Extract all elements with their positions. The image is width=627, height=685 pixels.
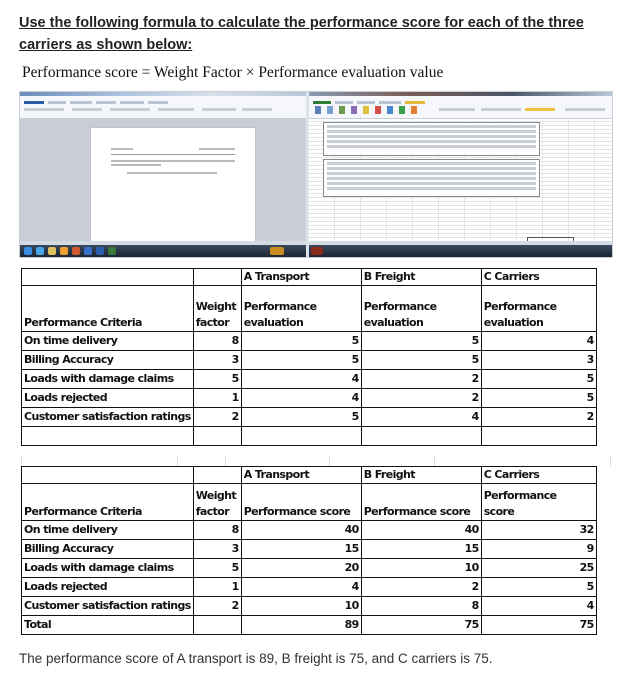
carrier-header-row: [22, 269, 597, 286]
table-row: [22, 521, 597, 540]
b-value-cell: 5: [361, 332, 481, 351]
document-page-thumbnail: [90, 127, 256, 247]
a-value-cell: 4: [241, 389, 361, 408]
b-score-cell: 2: [361, 578, 481, 597]
a-score-cell: 10: [241, 597, 361, 616]
carrier-b-header: B Freight: [361, 269, 481, 286]
table-row: [22, 408, 597, 427]
c-value-cell: 4: [481, 332, 596, 351]
criteria-cell: Loads with damage claims: [22, 370, 194, 389]
conclusion-text: The performance score of A transport is 89, B freight is 75, and C carriers is 75.: [19, 651, 493, 666]
c-value-cell: 5: [481, 389, 596, 408]
weight-cell: 2: [193, 408, 241, 427]
b-evaluation-header: Performance evaluation: [361, 286, 481, 332]
table-row: [22, 370, 597, 389]
empty-header-cell: [193, 269, 241, 286]
empty-cell: [193, 427, 241, 446]
empty-cell: [193, 616, 241, 635]
weight-cell: 3: [193, 540, 241, 559]
weight-header: Weight factor: [193, 484, 241, 521]
embedded-screenshot: [19, 91, 613, 258]
formula-text: Performance score = Weight Factor × Performance evaluation value: [22, 64, 444, 81]
c-score-header: Performance score: [481, 484, 596, 521]
column-header-row: [22, 484, 597, 521]
table-row: [22, 351, 597, 370]
total-row: [22, 616, 597, 635]
empty-cell: [22, 427, 194, 446]
b-score-cell: 40: [361, 521, 481, 540]
instructions-heading: Use the following formula to calculate the performance score for each of the three carriers as shown below:: [19, 15, 584, 53]
c-value-cell: 5: [481, 370, 596, 389]
weight-cell: 1: [193, 389, 241, 408]
c-score-cell: 4: [481, 597, 596, 616]
criteria-cell: On time delivery: [22, 521, 194, 540]
b-score-header: Performance score: [361, 484, 481, 521]
empty-header-cell: [193, 467, 241, 484]
empty-cell: [481, 427, 596, 446]
total-label: Total: [22, 616, 194, 635]
carrier-b-header: B Freight: [361, 467, 481, 484]
word-window-thumbnail: [20, 92, 306, 257]
criteria-cell: On time delivery: [22, 332, 194, 351]
spreadsheet-grid-thumbnail: [309, 119, 612, 245]
c-score-cell: 9: [481, 540, 596, 559]
c-evaluation-header: Performance evaluation: [481, 286, 596, 332]
a-score-cell: 4: [241, 578, 361, 597]
weight-cell: 5: [193, 370, 241, 389]
a-total-cell: 89: [241, 616, 361, 635]
c-total-cell: 75: [481, 616, 596, 635]
c-value-cell: 2: [481, 408, 596, 427]
table-row: [22, 578, 597, 597]
table-row: [22, 332, 597, 351]
empty-header-cell: [22, 269, 194, 286]
empty-cell: [241, 427, 361, 446]
empty-row: [22, 427, 597, 446]
empty-cell: [361, 427, 481, 446]
b-total-cell: 75: [361, 616, 481, 635]
b-value-cell: 4: [361, 408, 481, 427]
performance-score-table: [21, 466, 597, 635]
criteria-cell: Loads with damage claims: [22, 559, 194, 578]
a-score-cell: 20: [241, 559, 361, 578]
table-row: [22, 389, 597, 408]
weight-cell: 3: [193, 351, 241, 370]
criteria-header: Performance Criteria: [22, 484, 194, 521]
weight-cell: 5: [193, 559, 241, 578]
criteria-header: Performance Criteria: [22, 286, 194, 332]
criteria-cell: Customer satisfaction ratings: [22, 408, 194, 427]
performance-evaluation-table: [21, 268, 597, 446]
weight-cell: 8: [193, 521, 241, 540]
weight-cell: 2: [193, 597, 241, 616]
b-value-cell: 5: [361, 351, 481, 370]
a-score-cell: 40: [241, 521, 361, 540]
weight-cell: 1: [193, 578, 241, 597]
b-score-cell: 15: [361, 540, 481, 559]
weight-cell: 8: [193, 332, 241, 351]
carrier-c-header: C Carriers: [481, 269, 596, 286]
a-score-cell: 15: [241, 540, 361, 559]
a-value-cell: 5: [241, 408, 361, 427]
criteria-cell: Loads rejected: [22, 578, 194, 597]
criteria-cell: Customer satisfaction ratings: [22, 597, 194, 616]
b-score-cell: 10: [361, 559, 481, 578]
carrier-c-header: C Carriers: [481, 467, 596, 484]
a-value-cell: 5: [241, 351, 361, 370]
weight-header: Weight factor: [193, 286, 241, 332]
empty-header-cell: [22, 467, 194, 484]
table-row: [22, 559, 597, 578]
b-score-cell: 8: [361, 597, 481, 616]
c-score-cell: 32: [481, 521, 596, 540]
table-row: [22, 597, 597, 616]
column-header-row: [22, 286, 597, 332]
c-value-cell: 3: [481, 351, 596, 370]
b-value-cell: 2: [361, 389, 481, 408]
carrier-header-row: [22, 467, 597, 484]
criteria-cell: Loads rejected: [22, 389, 194, 408]
carrier-a-header: A Transport: [241, 467, 361, 484]
table-row: [22, 540, 597, 559]
c-score-cell: 5: [481, 578, 596, 597]
b-value-cell: 2: [361, 370, 481, 389]
a-score-header: Performance score: [241, 484, 361, 521]
criteria-cell: Billing Accuracy: [22, 351, 194, 370]
a-value-cell: 4: [241, 370, 361, 389]
criteria-cell: Billing Accuracy: [22, 540, 194, 559]
a-evaluation-header: Performance evaluation: [241, 286, 361, 332]
carrier-a-header: A Transport: [241, 269, 361, 286]
c-score-cell: 25: [481, 559, 596, 578]
a-value-cell: 5: [241, 332, 361, 351]
excel-window-thumbnail: [309, 92, 612, 257]
